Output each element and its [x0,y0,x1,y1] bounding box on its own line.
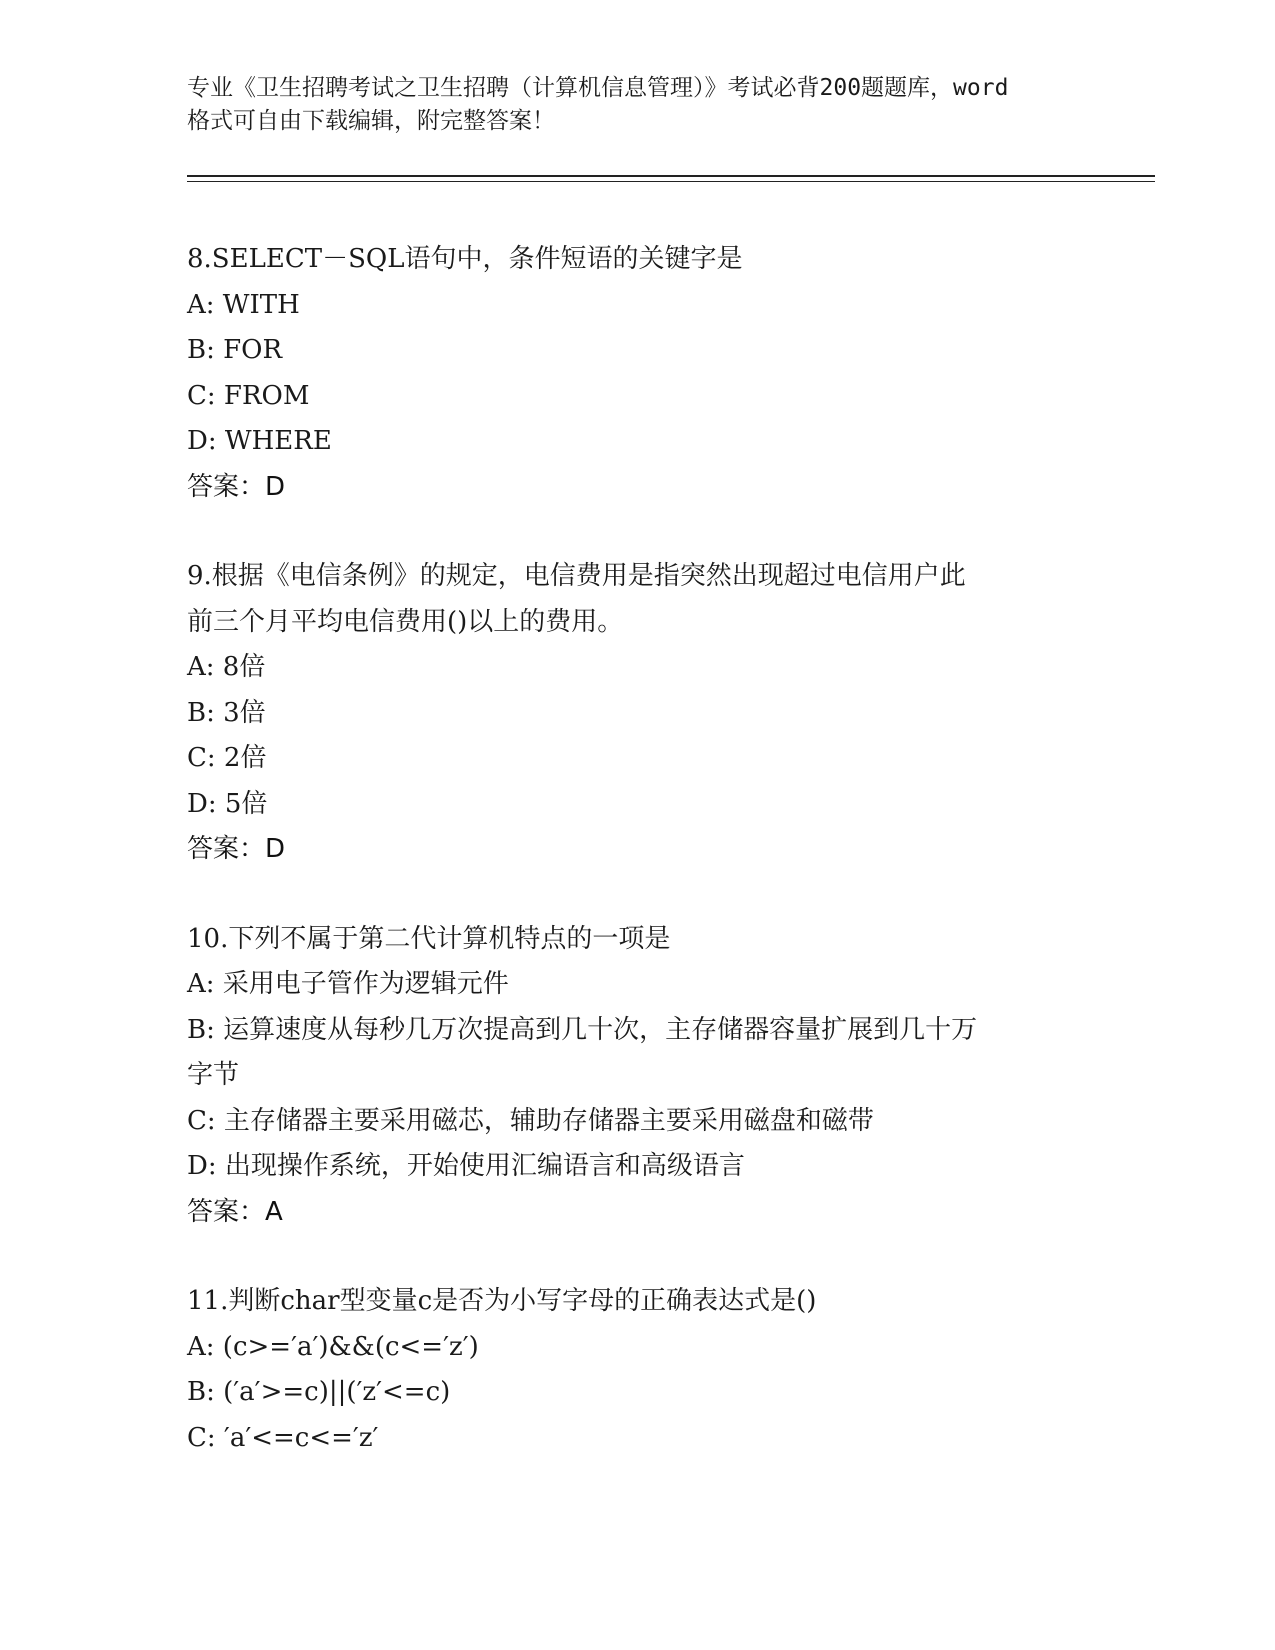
correct-answer: 答案：A [187,1196,283,1227]
answer-option: B: 运算速度从每秒几万次提高到几十次，主存储器容量扩展到几十万 [187,1014,978,1045]
answer-option: A: 8倍 [187,652,266,682]
answer-option: C: FROM [187,380,310,411]
answer-option: C: 主存储器主要采用磁芯，辅助存储器主要采用磁盘和磁带 [187,1105,874,1136]
answer-option: 字节 [187,1060,240,1090]
answer-option: D: 5倍 [187,788,268,819]
answer-option: A: 采用电子管作为逻辑元件 [187,969,509,999]
answer-option: A: WITH [187,289,300,320]
correct-answer: 答案：D [187,834,286,864]
answer-option: A: (c>=′a′)&&(c<=′z′) [187,1331,479,1362]
header-line-2: 格式可自由下载编辑，附完整答案！ [187,108,555,134]
question-list [187,237,1087,1505]
answer-option: B: 3倍 [187,697,266,728]
header-line-1: 专业《卫生招聘考试之卫生招聘（计算机信息管理）》考试必背200题题库，word [187,75,1009,101]
answer-option: D: 出现操作系统，开始使用汇编语言和高级语言 [187,1151,745,1181]
answer-option: C: ′a′<=c<=′z′ [187,1422,379,1453]
header-rule-thick [187,175,1155,177]
answer-option: D: WHERE [187,426,332,456]
header-rule-thin [187,181,1155,182]
question-stem: 9.根据《电信条例》的规定，电信费用是指突然出现超过电信用户此 [187,561,966,591]
question-block [187,237,1087,510]
answer-option: C: 2倍 [187,743,267,773]
question-stem: 前三个月平均电信费用()以上的费用。 [187,606,624,637]
question-block [187,917,1087,1236]
answer-option: B: (′a′>=c)||(′z′<=c) [187,1377,451,1407]
question-block [187,1279,1087,1461]
question-stem: 11.判断char型变量c是否为小写字母的正确表达式是() [187,1286,817,1316]
question-stem: 10.下列不属于第二代计算机特点的一项是 [187,923,671,954]
correct-answer: 答案：D [187,471,286,502]
document-header [187,72,1087,138]
answer-option: B: FOR [187,335,283,365]
question-block [187,554,1087,873]
question-stem: 8.SELECT－SQL语句中，条件短语的关键字是 [187,244,743,274]
